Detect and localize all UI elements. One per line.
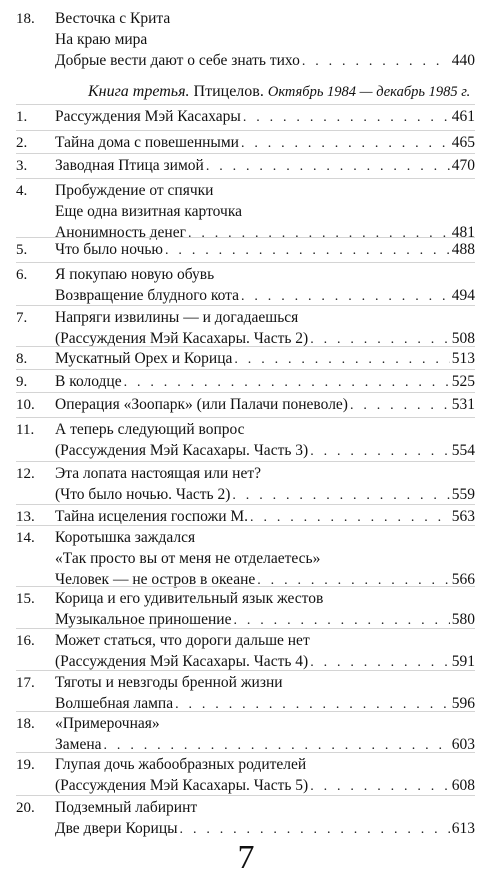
entry-divider [16,417,475,418]
page-ref: 566 [451,571,475,588]
chapter-line: Человек — не остров в океане [55,571,256,588]
page-ref: 563 [451,508,475,525]
entry-divider [16,305,475,306]
chapter-line: Еще одна визитная карточка [55,203,242,220]
chapter-line: (Рассуждения Мэй Касахары. Часть 2) [55,330,309,347]
chapter-number: 12. [16,466,35,482]
book-heading [88,82,470,102]
entry-divider [16,628,475,629]
chapter-number: 2. [16,135,28,151]
page-ref: 591 [451,653,475,670]
chapter-line-with-page [55,224,475,242]
chapter-line-with-page [55,287,475,305]
chapter-number: 4. [16,183,28,199]
entry-divider [16,504,475,505]
chapter-line: Пробуждение от спячки [55,182,214,199]
entry-divider [16,178,475,179]
page-ref: 525 [451,373,475,390]
page-number: 7 [237,839,255,876]
chapter-line-with-page [55,157,475,175]
dot-leader [310,778,450,796]
chapter-line: Мускатный Орех и Корица [55,350,233,367]
chapter-line: На краю мира [55,31,148,48]
chapter-number: 18. [16,11,35,27]
chapter-line: Тайна дома с повешенными [55,134,239,151]
entry-divider [16,346,475,347]
dot-leader [206,158,450,176]
book-label: Книга третья. [88,83,190,100]
chapter-number: 3. [16,158,28,174]
chapter-line: Может статься, что дороги дальше нет [55,632,310,649]
chapter-line-with-page [55,373,475,391]
chapter-line: Глупая дочь жабообразных родителей [55,756,307,773]
chapter-line: Тайна исцеления госпожи М. [55,508,249,525]
dot-leader [310,443,450,461]
dot-leader [350,397,450,415]
chapter-line: Я покупаю новую обувь [55,266,215,283]
chapter-line: Рассуждения Мэй Касахары [55,108,241,125]
page-ref: 608 [451,777,475,794]
chapter-line: В колодце [55,373,122,390]
chapter-line: (Рассуждения Мэй Касахары. Часть 4) [55,653,309,670]
chapter-line: «Так просто вы от меня не отделаетесь» [55,550,321,567]
page-ref: 461 [451,108,475,125]
chapter-line: Две двери Корицы [55,820,178,837]
chapter-number: 5. [16,242,28,258]
chapter-line-with-page [55,396,475,414]
chapter-line: Напряги извилины — и догадаешься [55,309,299,326]
chapter-line-with-page [55,350,475,368]
dot-leader [257,572,449,590]
page-ref: 559 [451,486,475,503]
entry-divider [16,752,475,753]
chapter-line-with-page [55,134,475,152]
chapter-line-with-page [55,108,475,126]
chapter-line-with-page [55,486,475,504]
entry-divider [16,586,475,587]
chapter-line-with-page [55,653,475,671]
entry-divider [16,153,475,154]
chapter-line: Подземный лабиринт [55,799,198,816]
chapter-line: Коротышка заждался [55,529,196,546]
page-ref: 580 [451,611,475,628]
chapter-number: 16. [16,633,35,649]
chapter-line: Тяготы и невзгоды бренной жизни [55,674,283,691]
dot-leader [165,242,450,260]
page-ref: 513 [451,350,475,367]
chapter-number: 11. [16,422,35,438]
chapter-line: Анонимность денег [55,224,186,241]
dot-leader [234,351,449,369]
entry-divider [16,262,475,263]
chapter-number: 1. [16,109,28,125]
chapter-line: Добрые вести дают о себе знать тихо [55,52,300,69]
book-title: Птицелов. [193,83,264,100]
dot-leader [243,109,450,127]
chapter-number: 9. [16,374,28,390]
chapter-line: (Рассуждения Мэй Касахары. Часть 5) [55,777,309,794]
chapter-line: Весточка с Крита [55,10,171,27]
dot-leader [302,53,450,71]
page-ref: 488 [451,241,475,258]
book-period: Октябрь 1984 — декабрь 1985 г. [267,84,471,100]
chapter-line-with-page [55,508,475,526]
chapter-line: Волшебная лампа [55,695,174,712]
chapter-line-with-page [55,820,475,838]
entry-divider [16,130,475,131]
chapter-number: 13. [16,509,35,525]
entry-divider [16,237,475,238]
entry-divider [16,369,475,370]
page-ref: 440 [451,52,475,69]
chapter-number: 8. [16,351,28,367]
entry-divider [16,461,475,462]
chapter-line: Операция «Зоопарк» (или Палачи поневоле) [55,396,348,413]
chapter-number: 14. [16,530,35,546]
entry-divider [16,670,475,671]
page-ref: 603 [451,736,475,753]
chapter-line: Возвращение блудного кота [55,287,239,304]
entry-divider [16,711,475,712]
chapter-number: 6. [16,267,28,283]
chapter-line: (Что было ночью. Часть 2) [55,486,231,503]
dot-leader [180,821,450,839]
entry-divider [16,392,475,393]
chapter-number: 10. [16,397,35,413]
chapter-number: 7. [16,310,28,326]
chapter-line-with-page [55,611,475,629]
dot-leader [241,135,450,153]
chapter-line: Замена [55,736,102,753]
chapter-line-with-page [55,241,475,259]
page-ref: 554 [451,442,475,459]
chapter-line-with-page [55,52,475,70]
page-ref: 508 [451,330,475,347]
chapter-line: А теперь следующий вопрос [55,421,245,438]
dot-leader [232,487,449,505]
page-ref: 465 [451,134,475,151]
chapter-line: Эта лопата настоящая или нет? [55,465,261,482]
dot-leader [241,288,450,306]
page-ref: 613 [451,820,475,837]
page-ref: 481 [451,224,475,241]
chapter-line: Заводная Птица зимой [55,157,204,174]
chapter-number: 19. [16,757,35,773]
chapter-number: 20. [16,800,35,816]
chapter-line-with-page [55,777,475,795]
chapter-line: Корица и его удивительный язык жестов [55,590,324,607]
chapter-number: 18. [16,716,35,732]
page-ref: 470 [451,157,475,174]
page-ref: 494 [451,287,475,304]
chapter-line: «Примерочная» [55,715,160,732]
chapter-line: (Рассуждения Мэй Касахары. Часть 3) [55,442,309,459]
page-ref: 531 [451,396,475,413]
entry-divider [16,104,475,105]
entry-divider [16,795,475,796]
entry-divider [16,525,475,526]
page-ref: 596 [451,695,475,712]
chapter-number: 17. [16,675,35,691]
chapter-line-with-page [55,442,475,460]
chapter-line: Что было ночью [55,241,164,258]
chapter-number: 15. [16,591,35,607]
dot-leader [124,374,450,392]
chapter-line: Музыкальное приношение [55,611,232,628]
